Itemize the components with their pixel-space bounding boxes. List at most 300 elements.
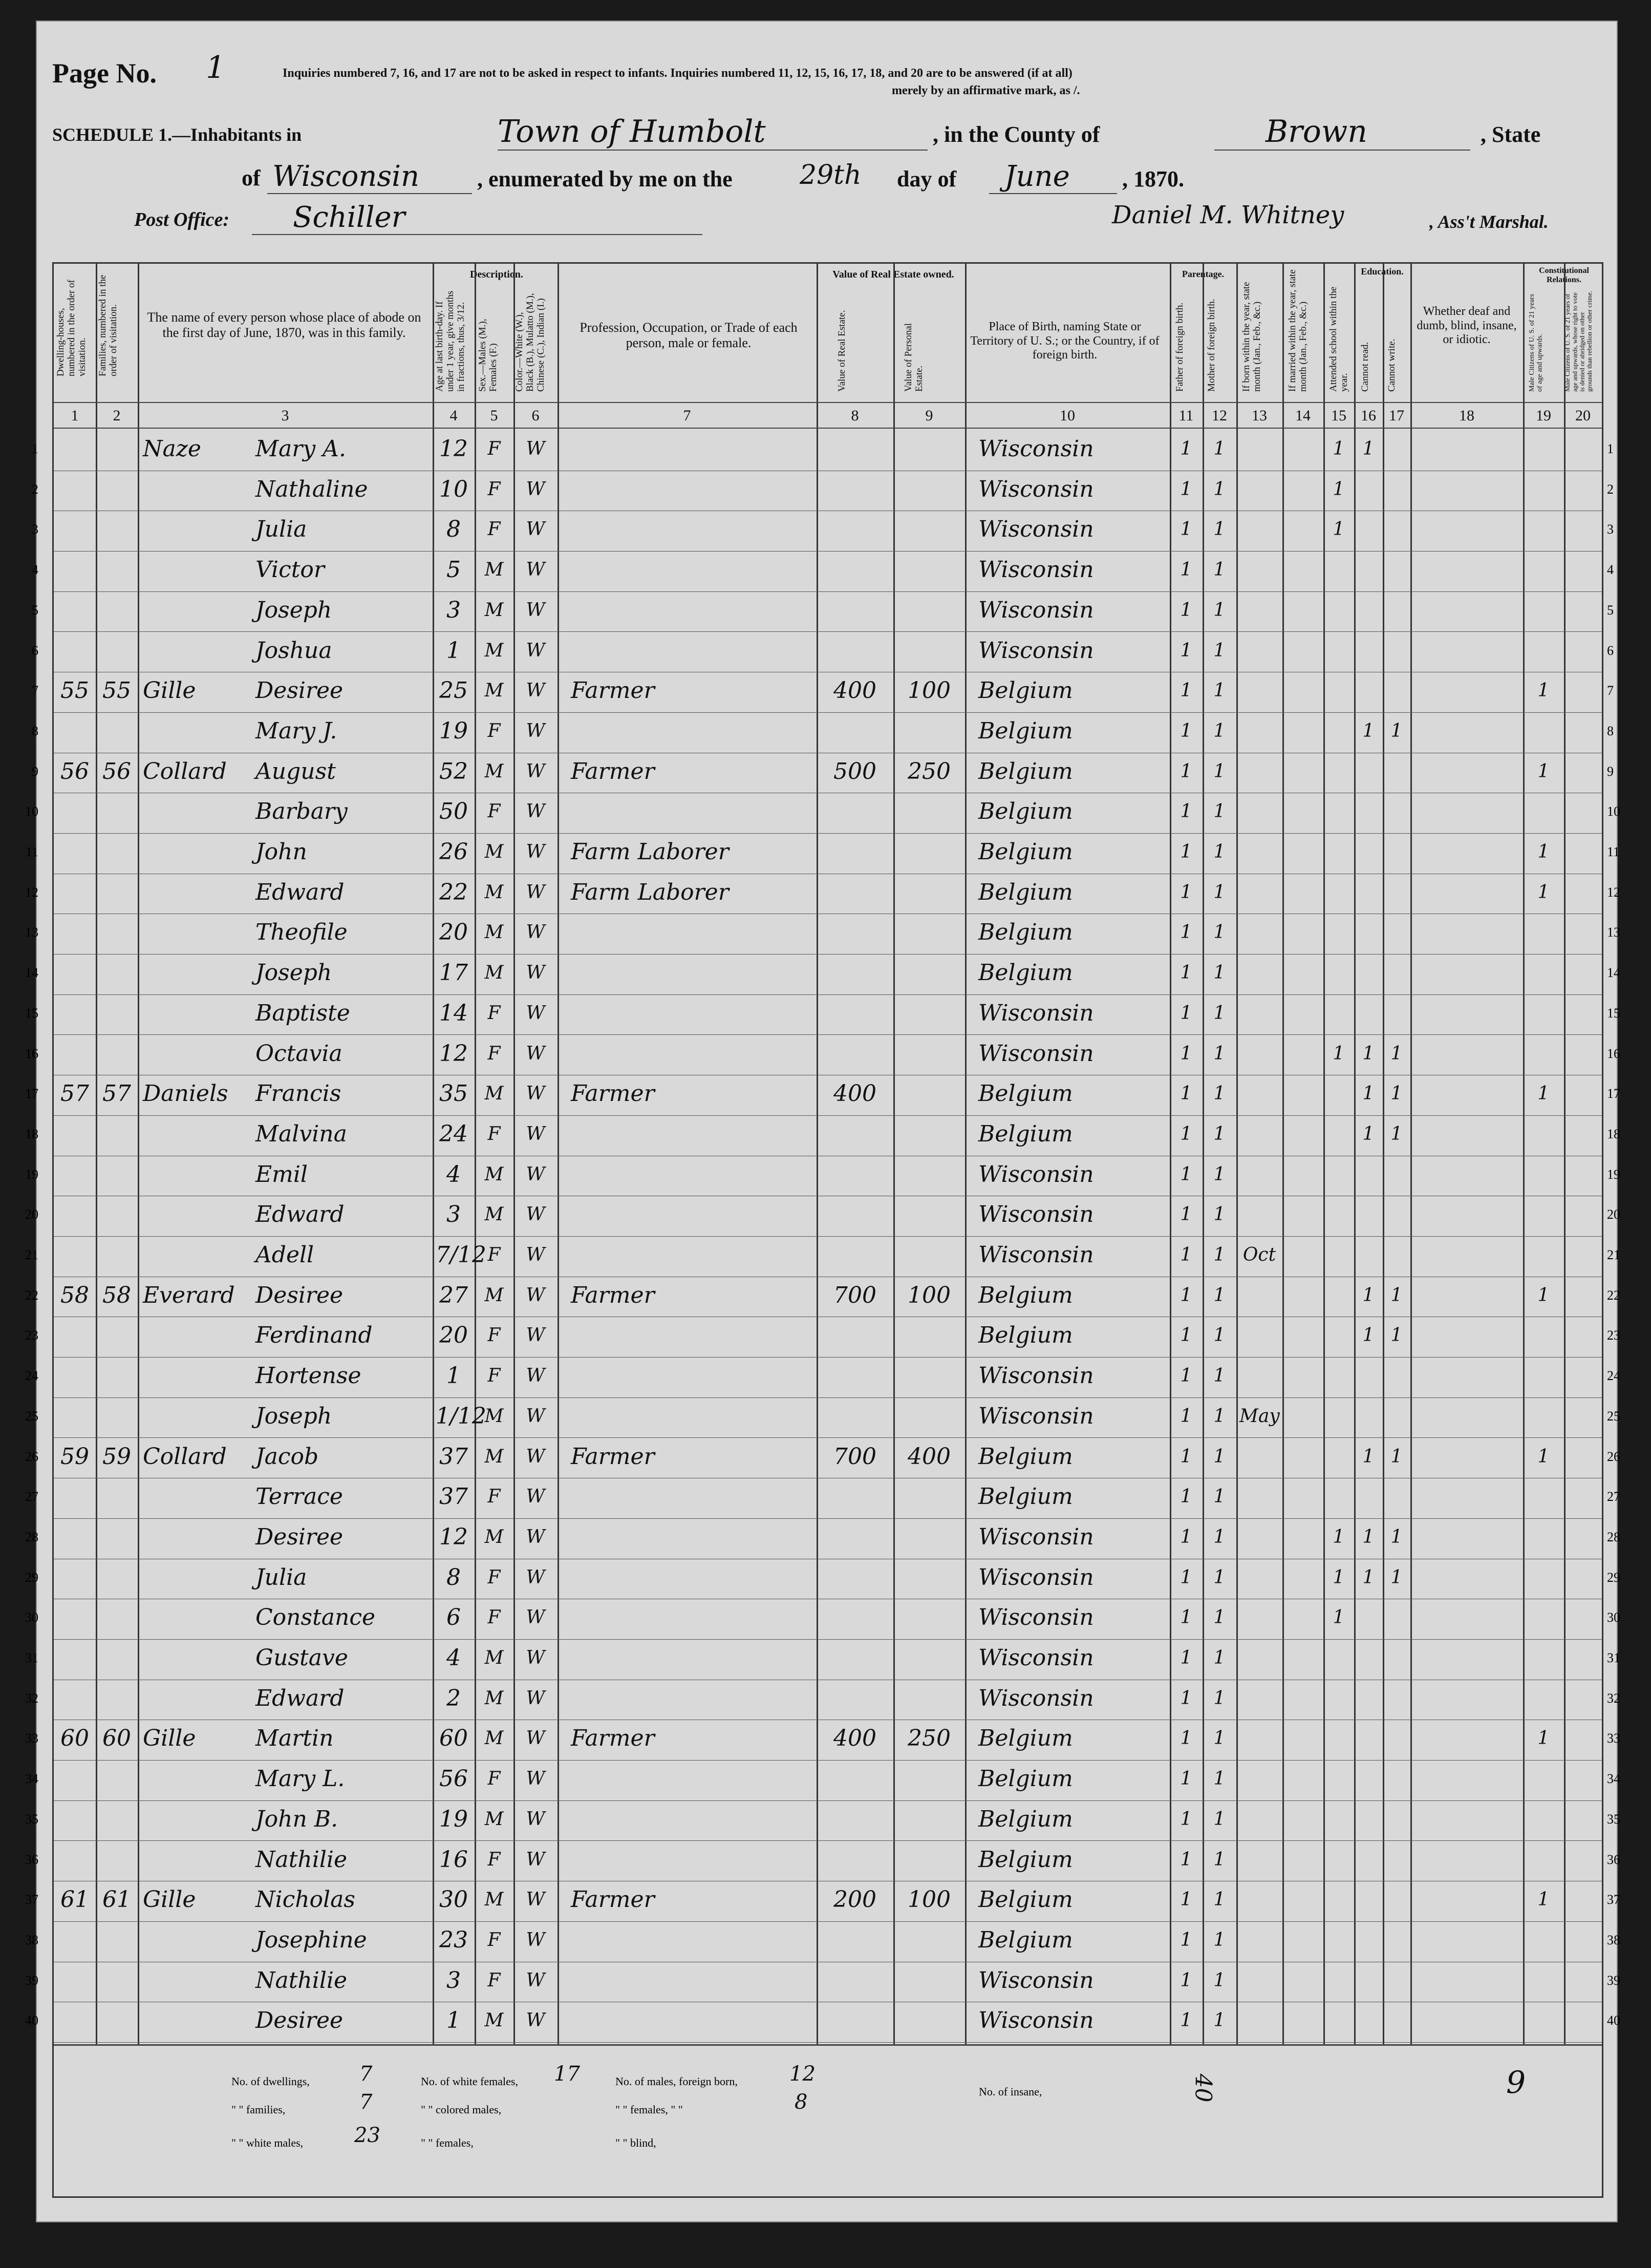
birthplace-cell: Belgium: [978, 1282, 1073, 1308]
birth-month-cell: [1239, 2002, 1279, 2040]
sex-cell: M: [484, 599, 504, 621]
dwelling-number: [57, 1760, 93, 1798]
school-cell: 1: [1333, 1043, 1345, 1064]
personal-estate-cell: [896, 471, 962, 508]
color-cell: W: [526, 1929, 545, 1951]
given-name: Josephine: [255, 1926, 367, 1953]
sex-cell: F: [487, 1849, 501, 1870]
line-number-left: 34: [25, 1771, 38, 1787]
father-foreign-cell: 1: [1180, 922, 1192, 943]
schedule-label: SCHEDULE 1.—Inhabitants in: [52, 124, 302, 145]
personal-estate-cell: [896, 551, 962, 589]
personal-estate-cell: [896, 1317, 962, 1354]
cannot-read-cell: [1357, 793, 1380, 831]
line-number-right: 17: [1607, 1086, 1620, 1101]
school-cell: [1326, 1075, 1351, 1113]
birth-month-cell: [1239, 430, 1279, 468]
given-name: Martin: [255, 1725, 334, 1752]
birth-month-cell: [1239, 591, 1279, 629]
male-citizen-cell: 1: [1537, 760, 1550, 782]
birthplace-cell: Belgium: [978, 1322, 1073, 1349]
birthplace-cell: Belgium: [978, 1443, 1073, 1470]
cannot-write-cell: [1386, 1156, 1407, 1194]
marriage-month-cell: [1285, 1518, 1320, 1556]
real-estate-cell: [820, 551, 890, 589]
mother-foreign-cell: 1: [1213, 1365, 1226, 1387]
line-number-left: 9: [32, 764, 38, 779]
line-number-right: 8: [1607, 723, 1614, 738]
table-row: [32, 591, 1614, 632]
cannot-write-cell: [1386, 1800, 1407, 1838]
dwelling-number: [57, 471, 93, 508]
cannot-write-cell: [1386, 2002, 1407, 2040]
age-cell: 35: [439, 1080, 468, 1107]
table-row: [25, 2002, 1620, 2042]
cannot-write-cell: [1386, 1639, 1407, 1677]
line-number-right: 25: [1607, 1408, 1620, 1424]
col-header-16: Cannot read.: [1360, 342, 1370, 392]
line-number-right: 30: [1607, 1610, 1620, 1625]
school-cell: [1326, 753, 1351, 791]
line-number-left: 7: [32, 683, 38, 698]
real-estate-cell: [820, 1196, 890, 1234]
marriage-month-cell: [1285, 994, 1320, 1032]
real-estate-cell: 400: [833, 1725, 876, 1752]
given-name: Mary L.: [255, 1766, 345, 1792]
table-row: [25, 1760, 1620, 1800]
personal-estate-cell: [896, 2002, 962, 2040]
person-name: [143, 632, 427, 670]
birthplace-cell: Belgium: [978, 1806, 1073, 1832]
column-number-20: 20: [1575, 407, 1591, 424]
birthplace-cell: Belgium: [978, 1725, 1073, 1752]
line-number-left: 30: [25, 1610, 38, 1625]
family-number: [99, 1800, 135, 1838]
cannot-read-cell: [1357, 1881, 1380, 1919]
marriage-month-cell: [1285, 1317, 1320, 1354]
cannot-write-cell: 1: [1390, 720, 1403, 741]
marriage-month-cell: [1285, 712, 1320, 750]
given-name: Octavia: [255, 1040, 342, 1067]
person-name: [143, 511, 427, 548]
real-estate-cell: [820, 471, 890, 508]
color-cell: W: [526, 519, 545, 540]
father-foreign-cell: 1: [1180, 1284, 1192, 1306]
line-number-right: 12: [1607, 884, 1620, 900]
father-foreign-cell: 1: [1180, 2010, 1192, 2031]
male-citizen-cell: [1526, 1196, 1561, 1234]
family-number: 61: [102, 1887, 131, 1913]
post-office-label: Post Office:: [134, 209, 230, 230]
personal-estate-cell: [896, 1518, 962, 1556]
table-row: [25, 833, 1620, 874]
cannot-write-cell: [1386, 1841, 1407, 1879]
person-name: [143, 1236, 427, 1274]
real-estate-cell: [820, 793, 890, 831]
col-header-15: Attended school within the year.: [1328, 286, 1349, 392]
male-citizen-cell: [1526, 1236, 1561, 1274]
dwelling-number: [57, 994, 93, 1032]
real-estate-cell: [820, 1478, 890, 1516]
table-row: [25, 1680, 1620, 1720]
personal-estate-cell: [896, 1115, 962, 1153]
given-name: Gustave: [255, 1645, 348, 1671]
birthplace-cell: Belgium: [978, 717, 1073, 744]
cannot-read-cell: [1357, 1962, 1380, 2000]
marriage-month-cell: [1285, 511, 1320, 548]
cannot-read-cell: 1: [1362, 438, 1375, 459]
occupation-cell: [561, 1760, 824, 1798]
given-name: Desiree: [255, 1282, 344, 1308]
real-estate-cell: [820, 1841, 890, 1879]
marriage-month-cell: [1285, 914, 1320, 951]
male-citizen-cell: [1526, 1035, 1561, 1073]
line-number-left: 10: [25, 804, 38, 819]
birthplace-cell: Wisconsin: [978, 597, 1094, 623]
person-name: [143, 1559, 427, 1597]
real-estate-cell: [820, 511, 890, 548]
line-number-right: 1: [1607, 441, 1614, 456]
sex-cell: F: [487, 1325, 501, 1346]
line-number-left: 36: [25, 1852, 38, 1867]
male-citizen-cell: [1526, 511, 1561, 548]
real-estate-cell: [820, 1559, 890, 1597]
mother-foreign-cell: 1: [1213, 841, 1226, 862]
person-name: [143, 1599, 427, 1637]
families-label: " " families,: [231, 2103, 286, 2116]
age-cell: 3: [446, 597, 461, 623]
family-number: [99, 1559, 135, 1597]
cannot-write-cell: [1386, 994, 1407, 1032]
cannot-read-cell: [1357, 591, 1380, 629]
cannot-write-cell: [1386, 511, 1407, 548]
father-foreign-cell: 1: [1180, 1043, 1192, 1064]
cannot-read-cell: [1357, 1841, 1380, 1879]
birthplace-cell: Belgium: [978, 758, 1073, 785]
personal-estate-cell: [896, 793, 962, 831]
dwelling-number: 57: [60, 1080, 89, 1107]
line-number-right: 23: [1607, 1328, 1620, 1343]
column-number-10: 10: [1060, 407, 1075, 424]
mother-foreign-cell: 1: [1213, 1607, 1226, 1628]
sex-cell: M: [484, 1284, 504, 1306]
col12-total: 40: [1190, 2073, 1216, 2103]
line-number-right: 13: [1607, 925, 1620, 940]
birthplace-cell: Wisconsin: [978, 436, 1094, 462]
age-cell: 14: [439, 1000, 468, 1026]
personal-estate-cell: [896, 430, 962, 468]
mother-foreign-cell: 1: [1213, 922, 1226, 943]
line-number-left: 23: [25, 1328, 38, 1343]
of-label: of: [242, 165, 261, 190]
col-header-10: Place of Birth, naming State or Territory of U. S.; or the Country, if of foreign birth.: [970, 320, 1160, 362]
color-cell: W: [526, 1204, 545, 1225]
age-cell: 4: [446, 1645, 461, 1671]
marriage-month-cell: [1285, 2002, 1320, 2040]
family-number: [99, 874, 135, 912]
cannot-write-cell: 1: [1390, 1446, 1403, 1467]
color-cell: W: [526, 680, 545, 702]
line-number-left: 1: [32, 441, 38, 456]
male-citizen-cell: [1526, 1559, 1561, 1597]
person-name: [143, 1397, 427, 1435]
given-name: Desiree: [255, 677, 344, 704]
age-cell: 37: [439, 1443, 468, 1470]
person-name: [143, 1196, 427, 1234]
male-citizen-cell: 1: [1537, 1728, 1550, 1749]
cannot-write-cell: [1386, 632, 1407, 670]
family-number: 56: [102, 758, 131, 785]
age-cell: 1: [446, 1363, 461, 1389]
mother-foreign-cell: 1: [1213, 760, 1226, 782]
color-cell: W: [526, 1446, 545, 1467]
occupation-cell: [561, 1478, 824, 1516]
sex-cell: M: [484, 1204, 504, 1225]
mother-foreign-cell: 1: [1213, 1929, 1226, 1951]
birth-month-cell: [1239, 1317, 1279, 1354]
birthplace-cell: Wisconsin: [978, 1040, 1094, 1067]
dwelling-number: [57, 511, 93, 548]
school-cell: [1326, 1317, 1351, 1354]
line-number-left: 24: [25, 1368, 38, 1384]
line-number-right: 10: [1607, 804, 1620, 819]
occupation-cell: [561, 1962, 824, 2000]
male-citizen-cell: 1: [1537, 1889, 1550, 1911]
marriage-month-cell: [1285, 1639, 1320, 1677]
month-underline: [989, 193, 1117, 194]
personal-estate-cell: [896, 1921, 962, 1959]
school-cell: [1326, 874, 1351, 912]
age-cell: 56: [439, 1766, 468, 1792]
cannot-read-cell: [1357, 1357, 1380, 1395]
color-cell: W: [526, 1123, 545, 1144]
personal-estate-cell: [896, 1357, 962, 1395]
given-name: Mary A.: [255, 436, 346, 462]
mother-foreign-cell: 1: [1213, 1163, 1226, 1185]
school-cell: 1: [1333, 1607, 1345, 1628]
family-number: [99, 551, 135, 589]
column-number-3: 3: [281, 407, 289, 424]
given-name: Ferdinand: [255, 1322, 373, 1349]
male-citizen-cell: [1526, 954, 1561, 992]
age-cell: 60: [439, 1725, 468, 1752]
family-number: [99, 1236, 135, 1274]
line-number-left: 16: [25, 1046, 38, 1061]
marriage-month-cell: [1285, 1921, 1320, 1959]
cannot-write-cell: [1386, 1720, 1407, 1757]
page-number: 1: [206, 50, 226, 86]
cannot-read-cell: [1357, 1599, 1380, 1637]
father-foreign-cell: 1: [1180, 640, 1192, 661]
col-header-6: Color.—White (W.), Black (B.), Mulatto (M.), Chinese (C.), Indian (I.): [514, 293, 546, 392]
line-number-right: 26: [1607, 1449, 1620, 1464]
marriage-month-cell: [1285, 1236, 1320, 1274]
mother-foreign-cell: 1: [1213, 881, 1226, 903]
line-number-left: 38: [25, 1932, 38, 1947]
marriage-month-cell: [1285, 793, 1320, 831]
person-name: [143, 1680, 427, 1718]
line-number-right: 15: [1607, 1005, 1620, 1021]
color-cell: W: [526, 1728, 545, 1749]
marriage-month-cell: [1285, 1841, 1320, 1879]
age-cell: 50: [439, 798, 468, 825]
male-citizen-cell: [1526, 1156, 1561, 1194]
sex-cell: M: [484, 1647, 504, 1668]
male-citizen-cell: [1526, 1639, 1561, 1677]
foreign-males-count: 12: [789, 2062, 816, 2086]
birthplace-cell: Belgium: [978, 1887, 1073, 1913]
cannot-write-cell: [1386, 1478, 1407, 1516]
locality-underline: [498, 150, 928, 151]
table-row: [32, 551, 1614, 591]
value-group: Value of Real Estate owned.: [832, 269, 954, 280]
dwelling-number: [57, 874, 93, 912]
person-name: [143, 1277, 427, 1315]
sex-cell: F: [487, 1123, 501, 1144]
occupation-cell: [561, 1196, 824, 1234]
occupation-cell: Farmer: [571, 1443, 655, 1470]
header-divider: [54, 402, 1602, 403]
personal-estate-cell: [896, 1559, 962, 1597]
given-name: Joshua: [255, 637, 332, 664]
col-header-18: Whether deaf and dumb, blind, insane, or idiotic.: [1417, 305, 1517, 347]
foreign-females-count: 8: [795, 2090, 808, 2114]
line-number-left: 33: [25, 1731, 38, 1746]
surname: Collard: [143, 1443, 227, 1470]
cannot-read-cell: [1357, 1760, 1380, 1798]
person-name: [143, 1317, 427, 1354]
color-cell: W: [526, 1849, 545, 1870]
number-row-divider: [54, 428, 1602, 429]
given-name: Baptiste: [255, 1000, 350, 1026]
marriage-month-cell: [1285, 1035, 1320, 1073]
cannot-read-cell: [1357, 833, 1380, 871]
birth-month-cell: [1239, 1196, 1279, 1234]
dwelling-number: 56: [60, 758, 89, 785]
line-number-right: 35: [1607, 1811, 1620, 1827]
cannot-write-cell: [1386, 1921, 1407, 1959]
birth-month-cell: [1239, 1357, 1279, 1395]
family-number: 60: [102, 1725, 131, 1752]
col-header-4: Age at last birth-day. If under 1 year, give months in fractions, thus, 3/12.: [434, 290, 466, 392]
person-name: [143, 1841, 427, 1879]
table-row: [32, 471, 1614, 511]
table-row: [25, 954, 1620, 994]
father-foreign-cell: 1: [1180, 1728, 1192, 1749]
color-cell: W: [526, 559, 545, 581]
col-header-5: Sex.—Males (M.), Females (F.): [477, 319, 499, 392]
occupation-cell: [561, 1841, 824, 1879]
line-number-left: 32: [25, 1690, 38, 1706]
table-row: [32, 511, 1614, 551]
personal-estate-cell: [896, 591, 962, 629]
instructions-line-1: Inquiries numbered 7, 16, and 17 are not to be asked in respect to infants. Inquiries numbered 11, 12, 15, 16, 17, 18, and 20 are to be answered (if at all): [283, 67, 1073, 80]
cannot-read-cell: 1: [1362, 1446, 1375, 1467]
school-cell: [1326, 1115, 1351, 1153]
dwelling-number: [57, 1115, 93, 1153]
marriage-month-cell: [1285, 1478, 1320, 1516]
given-name: John: [255, 839, 307, 865]
father-foreign-cell: 1: [1180, 680, 1192, 702]
line-number-left: 13: [25, 925, 38, 940]
mother-foreign-cell: 1: [1213, 1889, 1226, 1911]
occupation-cell: Farm Laborer: [571, 839, 729, 865]
family-number: [99, 1518, 135, 1556]
table-row: [25, 874, 1620, 914]
line-number-right: 19: [1607, 1167, 1620, 1182]
marriage-month-cell: [1285, 591, 1320, 629]
line-number-right: 32: [1607, 1690, 1620, 1706]
dwelling-number: [57, 1478, 93, 1516]
family-number: [99, 511, 135, 548]
birth-month-cell: [1239, 833, 1279, 871]
line-number-left: 2: [32, 481, 38, 497]
table-row: [25, 1317, 1620, 1357]
cannot-write-cell: 1: [1390, 1043, 1403, 1064]
family-number: [99, 632, 135, 670]
school-cell: [1326, 1478, 1351, 1516]
line-number-right: 37: [1607, 1892, 1620, 1907]
color-cell: W: [526, 640, 545, 661]
dwelling-number: [57, 551, 93, 589]
school-cell: [1326, 1680, 1351, 1718]
county-label: , in the County of: [933, 122, 1100, 147]
marriage-month-cell: [1285, 1800, 1320, 1838]
father-foreign-cell: 1: [1180, 1365, 1192, 1387]
personal-estate-cell: [896, 511, 962, 548]
cannot-write-cell: [1386, 1881, 1407, 1919]
birth-month-cell: [1239, 1075, 1279, 1113]
occupation-cell: Farmer: [571, 1282, 655, 1308]
family-number: 57: [102, 1080, 131, 1107]
mother-foreign-cell: 1: [1213, 2010, 1226, 2031]
constitutional-group: Constitutional Relations.: [1539, 266, 1589, 285]
dwelling-number: [57, 1397, 93, 1435]
cannot-read-cell: 1: [1362, 1123, 1375, 1144]
sex-cell: F: [487, 1002, 501, 1024]
mother-foreign-cell: 1: [1213, 1849, 1226, 1870]
father-foreign-cell: 1: [1180, 1083, 1192, 1105]
cannot-write-cell: [1386, 1236, 1407, 1274]
row-rule: [54, 2042, 1602, 2043]
person-name: [143, 430, 427, 468]
table-row: [25, 793, 1620, 833]
table-row: [25, 1800, 1620, 1841]
father-foreign-cell: 1: [1180, 1244, 1192, 1265]
table-row: [25, 1277, 1620, 1317]
line-number-left: 11: [25, 844, 38, 859]
father-foreign-cell: 1: [1180, 599, 1192, 621]
male-citizen-cell: 1: [1537, 881, 1550, 903]
state-underline: [267, 193, 472, 194]
line-number-left: 14: [25, 965, 38, 981]
education-group: Education.: [1361, 266, 1404, 277]
birthplace-cell: Belgium: [978, 1080, 1073, 1107]
sex-cell: M: [484, 1526, 504, 1548]
family-number: [99, 1035, 135, 1073]
birth-month-cell: [1239, 1639, 1279, 1677]
line-number-right: 38: [1607, 1932, 1620, 1947]
column-number-7: 7: [683, 407, 691, 424]
line-number-left: 35: [25, 1811, 38, 1827]
mother-foreign-cell: 1: [1213, 1687, 1226, 1709]
father-foreign-cell: 1: [1180, 1889, 1192, 1911]
birth-month-cell: May: [1239, 1405, 1280, 1427]
marriage-month-cell: [1285, 1680, 1320, 1718]
marriage-month-cell: [1285, 753, 1320, 791]
personal-estate-cell: [896, 1962, 962, 2000]
marriage-month-cell: [1285, 833, 1320, 871]
